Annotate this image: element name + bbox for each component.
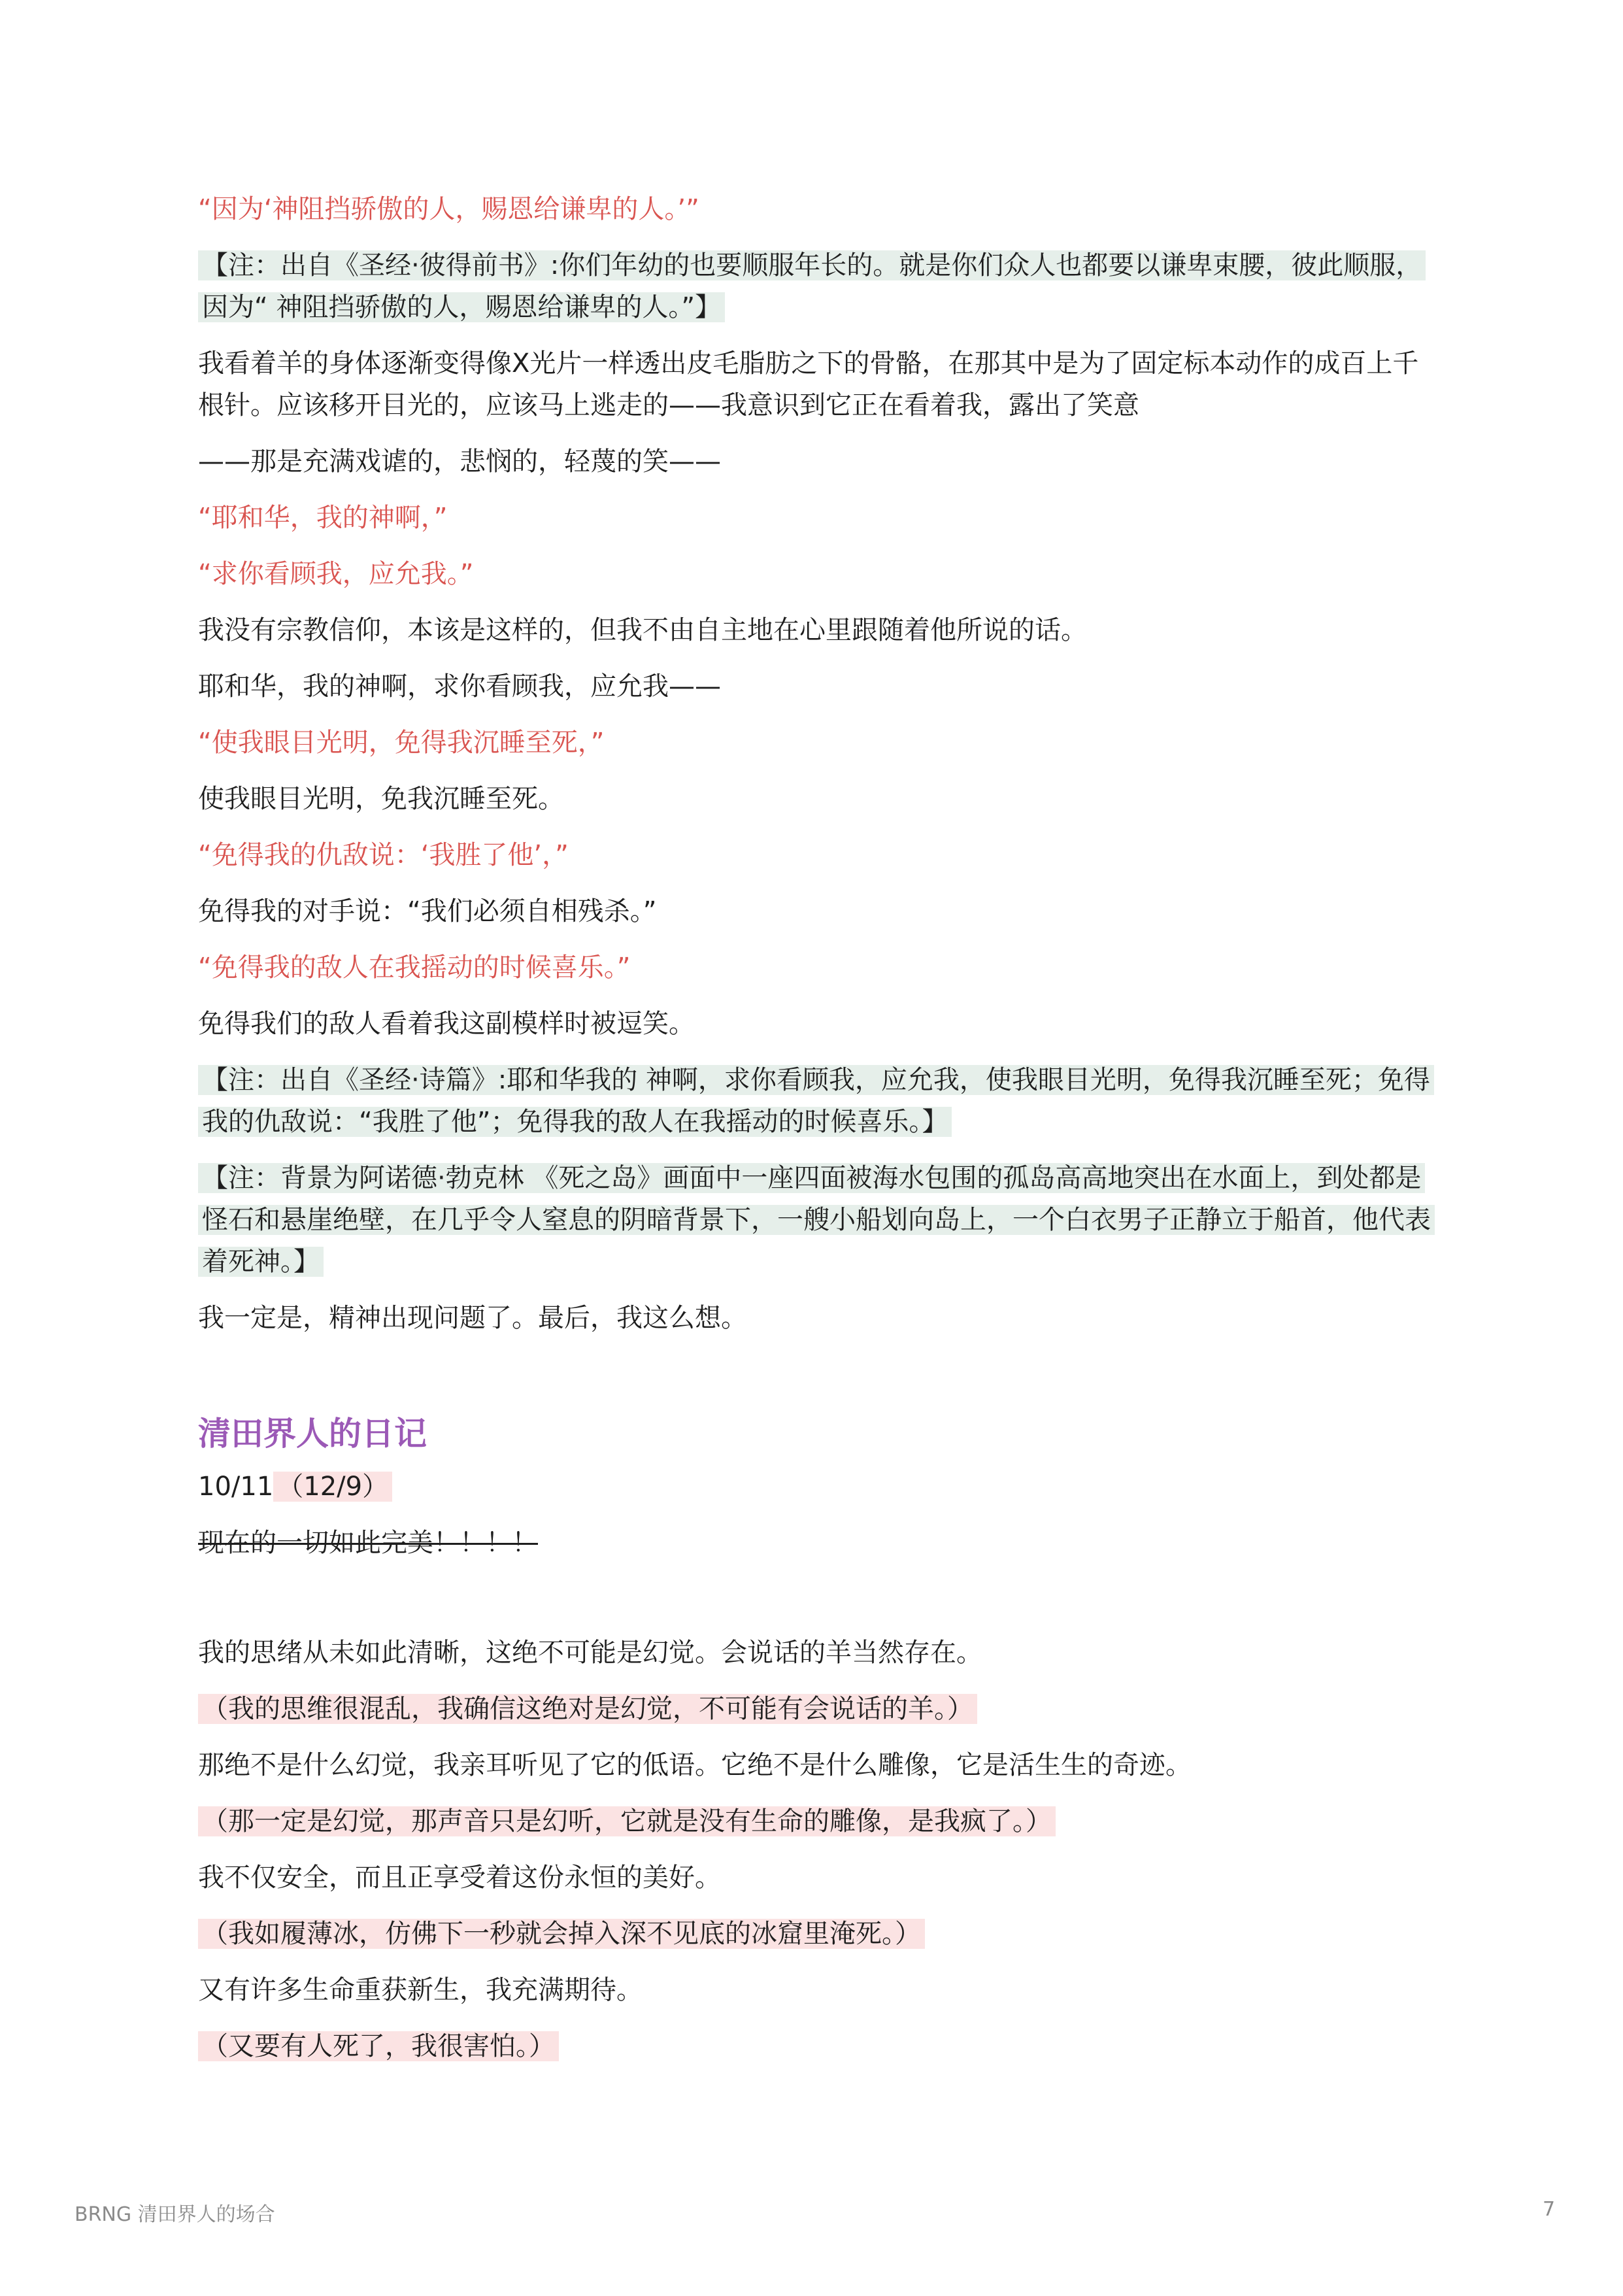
diary-date-alt: （12/9） <box>273 1472 392 1502</box>
paragraph <box>198 890 1440 932</box>
paragraph-text: 免得我们的敌人看着我这副模样时被逗笑。 <box>198 1009 695 1039</box>
paragraph <box>198 1059 1440 1143</box>
paragraph <box>198 2025 1440 2067</box>
paragraph <box>198 947 1440 988</box>
paragraph <box>198 245 1440 328</box>
paragraph-text: 免得我的对手说：“我们必须自相残杀。” <box>198 896 657 926</box>
paragraph-text: 我看着羊的身体逐渐变得像X光片一样透出皮毛脂肪之下的骨骼，在那其中是为了固定标本动作的成百上千根针。应该移开目光的，应该马上逃走的——我意识到它正在看着我，露出了笑意 <box>198 348 1419 420</box>
diary-date <box>198 1466 1440 1508</box>
paragraph <box>198 1688 1440 1730</box>
paragraph <box>198 666 1440 707</box>
paragraph <box>198 497 1440 539</box>
paragraph <box>198 553 1440 595</box>
paragraph <box>198 1744 1440 1786</box>
paragraph-text: 我的思绪从未如此清晰，这绝不可能是幻觉。会说话的羊当然存在。 <box>198 1638 982 1668</box>
paragraph-text: 我没有宗教信仰，本该是这样的，但我不由自主地在心里跟随着他所说的话。 <box>198 615 1087 645</box>
paragraph-text: 耶和华，我的神啊，求你看顾我，应允我—— <box>198 671 721 701</box>
annotation-note: 【注：背景为阿诺德·勃克林 《死之岛》画面中一座四面被海水包围的孤岛高高地突出在水面上，到处都是怪石和悬崖绝壁，在几乎令人窒息的阴暗背景下，一艘小船划向岛上，一个白衣男子正静立于船首，他代表着死神。】 <box>198 1163 1435 1277</box>
diary-entries <box>198 1632 1440 2067</box>
paragraph <box>198 778 1440 820</box>
inner-thought: （那一定是幻觉，那声音只是幻听，它就是没有生命的雕像，是我疯了。） <box>198 1806 1056 1836</box>
struck-text: 现在的一切如此完美！！！！ <box>198 1528 538 1558</box>
scripture-quote: “免得我的敌人在我摇动的时候喜乐。” <box>198 953 631 983</box>
inner-thought: （我如履薄冰，仿佛下一秒就会掉入深不见底的冰窟里淹死。） <box>198 1919 925 1949</box>
annotation-note: 【注：出自《圣经·彼得前书》:你们年幼的也要顺服年长的。就是你们众人也都要以谦卑束腰，彼此顺服，因为“ 神阻挡骄傲的人，赐恩给谦卑的人。”】 <box>198 250 1426 322</box>
paragraph <box>198 188 1440 230</box>
struck-line <box>198 1522 1440 1564</box>
paragraph-text: 使我眼目光明，免我沉睡至死。 <box>198 784 564 814</box>
scripture-quote: “免得我的仇敌说：‘我胜了他’，” <box>198 840 569 870</box>
paragraph <box>198 609 1440 651</box>
section-title: 清田界人的日记 <box>198 1415 427 1453</box>
scripture-quote: “求你看顾我，应允我。” <box>198 559 474 589</box>
scripture-quote: “使我眼目光明，免得我沉睡至死，” <box>198 728 605 758</box>
story-part-1 <box>198 188 1440 1339</box>
paragraph-text: 我一定是，精神出现问题了。最后，我这么想。 <box>198 1303 747 1333</box>
annotation-note: 【注：出自《圣经·诗篇》:耶和华我的 神啊，求你看顾我，应允我，使我眼目光明，免得我沉睡至死；免得我的仇敌说：“我胜了他”；免得我的敌人在我摇动的时候喜乐。】 <box>198 1065 1434 1137</box>
inner-thought: （又要有人死了，我很害怕。） <box>198 2031 559 2061</box>
paragraph-text: 又有许多生命重获新生，我充满期待。 <box>198 1975 643 2005</box>
page-number: 7 <box>1543 2198 1556 2221</box>
paragraph <box>198 1800 1440 1842</box>
scripture-quote: “因为‘神阻挡骄傲的人，赐恩给谦卑的人。’” <box>198 194 699 224</box>
inner-thought: （我的思维很混乱，我确信这绝对是幻觉，不可能有会说话的羊。） <box>198 1694 977 1724</box>
paragraph <box>198 1297 1440 1339</box>
paragraph <box>198 1157 1440 1283</box>
paragraph-text: ——那是充满戏谑的，悲悯的，轻蔑的笑—— <box>198 447 721 477</box>
paragraph <box>198 1969 1440 2011</box>
scripture-quote: “耶和华，我的神啊，” <box>198 503 448 533</box>
paragraph <box>198 1003 1440 1045</box>
paragraph <box>198 343 1440 426</box>
paragraph-text: 那绝不是什么幻觉，我亲耳听见了它的低语。它绝不是什么雕像，它是活生生的奇迹。 <box>198 1750 1192 1780</box>
diary-date-main: 10/11 <box>198 1472 274 1502</box>
paragraph-text: 我不仅安全，而且正享受着这份永恒的美好。 <box>198 1863 721 1893</box>
paragraph <box>198 1632 1440 1674</box>
footer-title: BRNG 清田界人的场合 <box>75 2203 275 2226</box>
blank-line <box>198 1578 1440 1632</box>
paragraph <box>198 441 1440 482</box>
paragraph <box>198 834 1440 876</box>
paragraph <box>198 722 1440 764</box>
page-content <box>198 188 1440 2082</box>
paragraph <box>198 1913 1440 1955</box>
paragraph <box>198 1857 1440 1899</box>
